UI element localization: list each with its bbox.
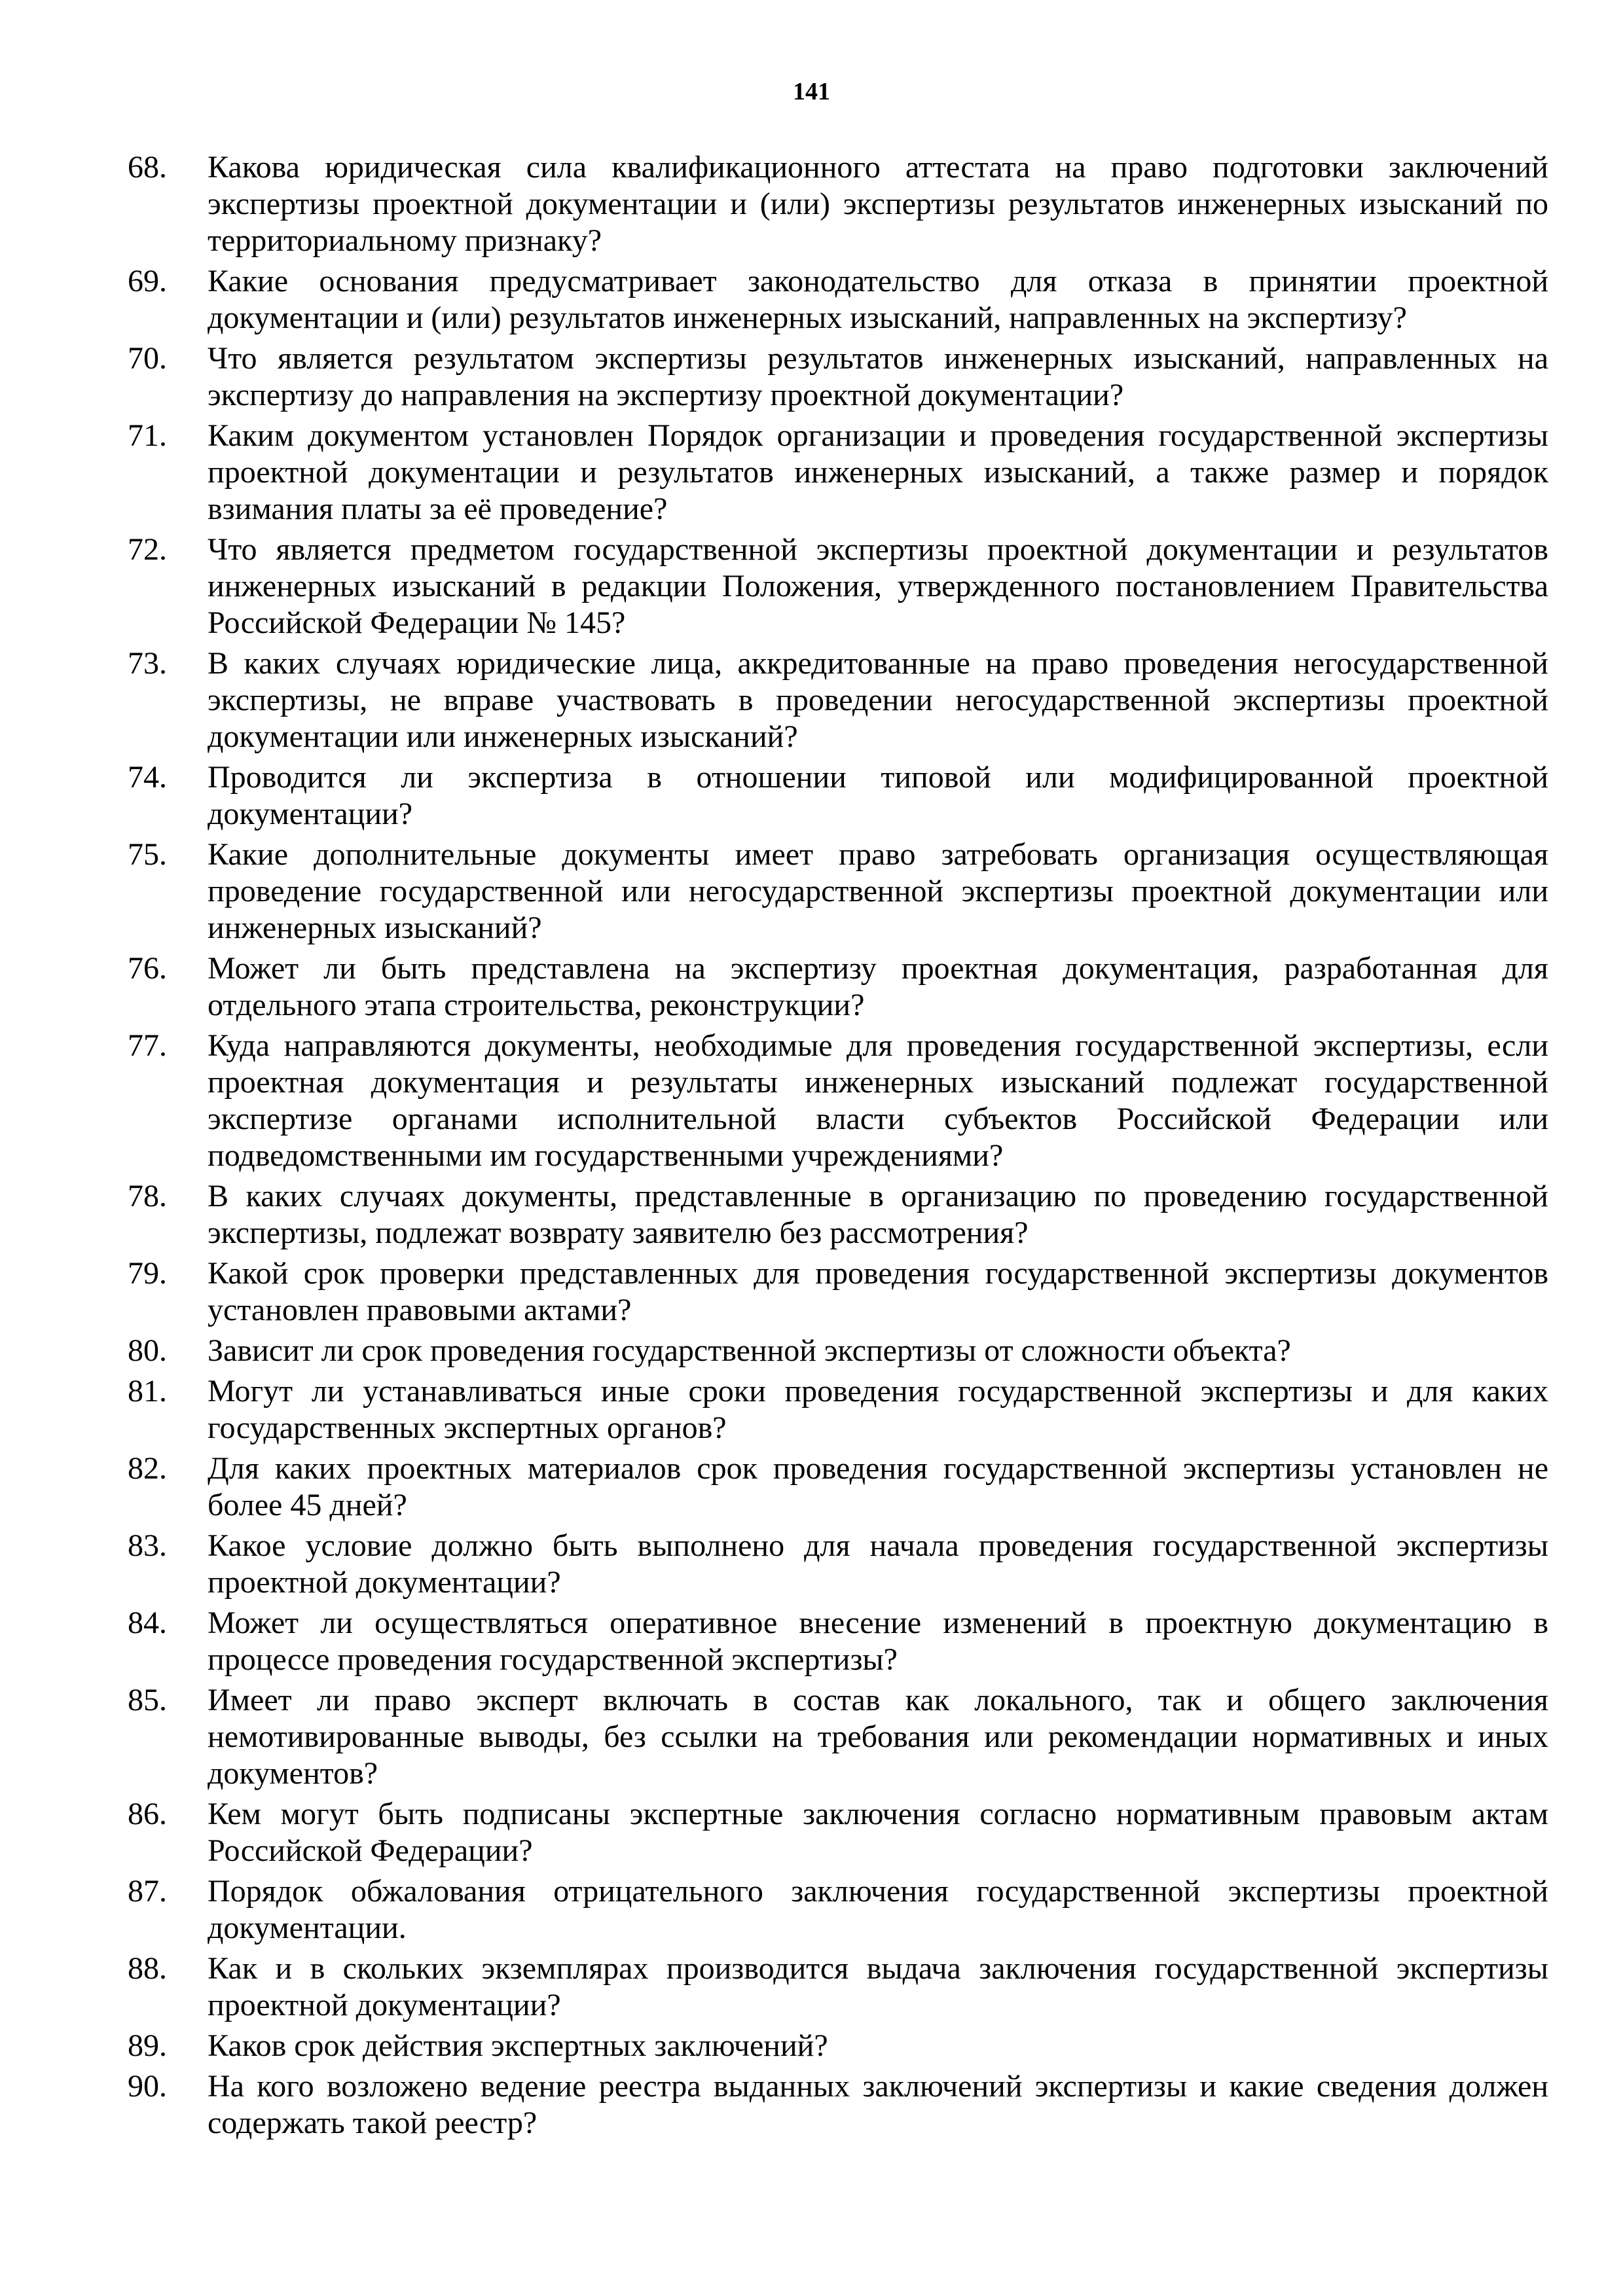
question-text: Каков срок действия экспертных заключений? (208, 2028, 828, 2063)
question-text: В каких случаях документы, представленные в организацию по проведению государственной экспертизы, подлежат возврату заявителю без рассмотрения? (208, 1179, 1548, 1250)
question-text: Имеет ли право эксперт включать в состав как локального, так и общего заключения немотивированные выводы, без ссылки на требования или рекомендации нормативных и иных документов? (208, 1683, 1548, 1791)
question-item (128, 1682, 1548, 1792)
question-number: 81. (128, 1374, 167, 1408)
question-number: 79. (128, 1256, 167, 1291)
question-item (128, 1528, 1548, 1601)
question-number: 69. (128, 264, 167, 298)
question-text: Какова юридическая сила квалификационного аттестата на право подготовки заключений экспертизы проектной документации и (или) экспертизы результатов инженерных изысканий по территориальному признаку? (208, 150, 1548, 258)
question-number: 72. (128, 532, 167, 567)
question-text: Могут ли устанавливаться иные сроки проведения государственной экспертизы и для каких государственных экспертных органов? (208, 1374, 1548, 1445)
question-number: 83. (128, 1528, 167, 1563)
question-list (128, 149, 1548, 2145)
question-text: Проводится ли экспертиза в отношении типовой или модифицированной проектной документации? (208, 760, 1548, 831)
question-item (128, 1178, 1548, 1251)
question-number: 84. (128, 1605, 167, 1640)
page-number: 141 (793, 78, 830, 105)
question-number: 85. (128, 1683, 167, 1717)
question-text: Может ли быть представлена на экспертизу проектная документация, разработанная для отдельного этапа строительства, реконструкции? (208, 951, 1548, 1022)
question-number: 74. (128, 760, 167, 795)
question-text: Куда направляются документы, необходимые для проведения государственной экспертизы, если проектная документация и результаты инженерных изысканий подлежат государственной экспертизе органами исполнительной власти субъектов Российской Федерации или подведомственными им государственными учреждениями? (208, 1028, 1548, 1173)
question-number: 87. (128, 1874, 167, 1909)
question-number: 73. (128, 646, 167, 681)
question-item (128, 950, 1548, 1024)
question-number: 68. (128, 150, 167, 185)
question-text: Зависит ли срок проведения государственной экспертизы от сложности объекта? (208, 1333, 1291, 1368)
question-text: Что является результатом экспертизы результатов инженерных изысканий, направленных на экспертизу до направления на экспертизу проектной документации? (208, 341, 1548, 412)
question-item (128, 836, 1548, 946)
question-number: 89. (128, 2028, 167, 2063)
question-text: Кем могут быть подписаны экспертные заключения согласно нормативным правовым актам Российской Федерации? (208, 1797, 1548, 1868)
question-text: Порядок обжалования отрицательного заключения государственной экспертизы проектной документации. (208, 1874, 1548, 1945)
question-number: 76. (128, 951, 167, 986)
question-item (128, 2068, 1548, 2142)
question-number: 86. (128, 1797, 167, 1831)
question-item (128, 1605, 1548, 1678)
question-number: 80. (128, 1333, 167, 1368)
question-number: 71. (128, 418, 167, 453)
question-item (128, 1373, 1548, 1446)
question-text: Каким документом установлен Порядок организации и проведения государственной экспертизы проектной документации и результатов инженерных изысканий, а также размер и порядок взимания платы за её проведение? (208, 418, 1548, 526)
question-text: На кого возложено ведение реестра выданных заключений экспертизы и какие сведения должен содержать такой реестр? (208, 2069, 1548, 2140)
question-number: 77. (128, 1028, 167, 1063)
question-item (128, 1450, 1548, 1524)
question-text: Может ли осуществляться оперативное внесение изменений в проектную документацию в процессе проведения государственной экспертизы? (208, 1605, 1548, 1677)
question-number: 75. (128, 837, 167, 872)
question-item (128, 418, 1548, 528)
question-text: Какой срок проверки представленных для проведения государственной экспертизы документов установлен правовыми актами? (208, 1256, 1548, 1327)
question-item (128, 759, 1548, 833)
question-item (128, 1873, 1548, 1946)
question-text: Какие дополнительные документы имеет право затребовать организация осуществляющая проведение государственной или негосударственной экспертизы проектной документации или инженерных изысканий? (208, 837, 1548, 945)
question-text: Какие основания предусматривает законодательство для отказа в принятии проектной документации и (или) результатов инженерных изысканий, направленных на экспертизу? (208, 264, 1548, 335)
question-text: Как и в скольких экземплярах производится выдача заключения государственной экспертизы проектной документации? (208, 1951, 1548, 2022)
question-text: Для каких проектных материалов срок проведения государственной экспертизы установлен не более 45 дней? (208, 1451, 1548, 1522)
question-text: Что является предметом государственной экспертизы проектной документации и результатов инженерных изысканий в редакции Положения, утвержденного постановлением Правительства Российской Федерации № 145? (208, 532, 1548, 640)
question-item (128, 645, 1548, 755)
question-item (128, 1028, 1548, 1174)
question-item (128, 1333, 1548, 1369)
question-item (128, 263, 1548, 336)
question-item (128, 2028, 1548, 2064)
question-number: 82. (128, 1451, 167, 1486)
question-item (128, 1950, 1548, 2024)
question-text: В каких случаях юридические лица, аккредитованные на право проведения негосударственной экспертизы, не вправе участвовать в проведении негосударственной экспертизы проектной документации или инженерных изысканий? (208, 646, 1548, 754)
question-item (128, 531, 1548, 641)
question-text: Какое условие должно быть выполнено для начала проведения государственной экспертизы проектной документации? (208, 1528, 1548, 1600)
question-item (128, 149, 1548, 259)
question-number: 70. (128, 341, 167, 376)
question-number: 78. (128, 1179, 167, 1213)
question-item (128, 1796, 1548, 1869)
question-number: 90. (128, 2069, 167, 2104)
question-item (128, 340, 1548, 414)
question-item (128, 1255, 1548, 1329)
question-number: 88. (128, 1951, 167, 1986)
